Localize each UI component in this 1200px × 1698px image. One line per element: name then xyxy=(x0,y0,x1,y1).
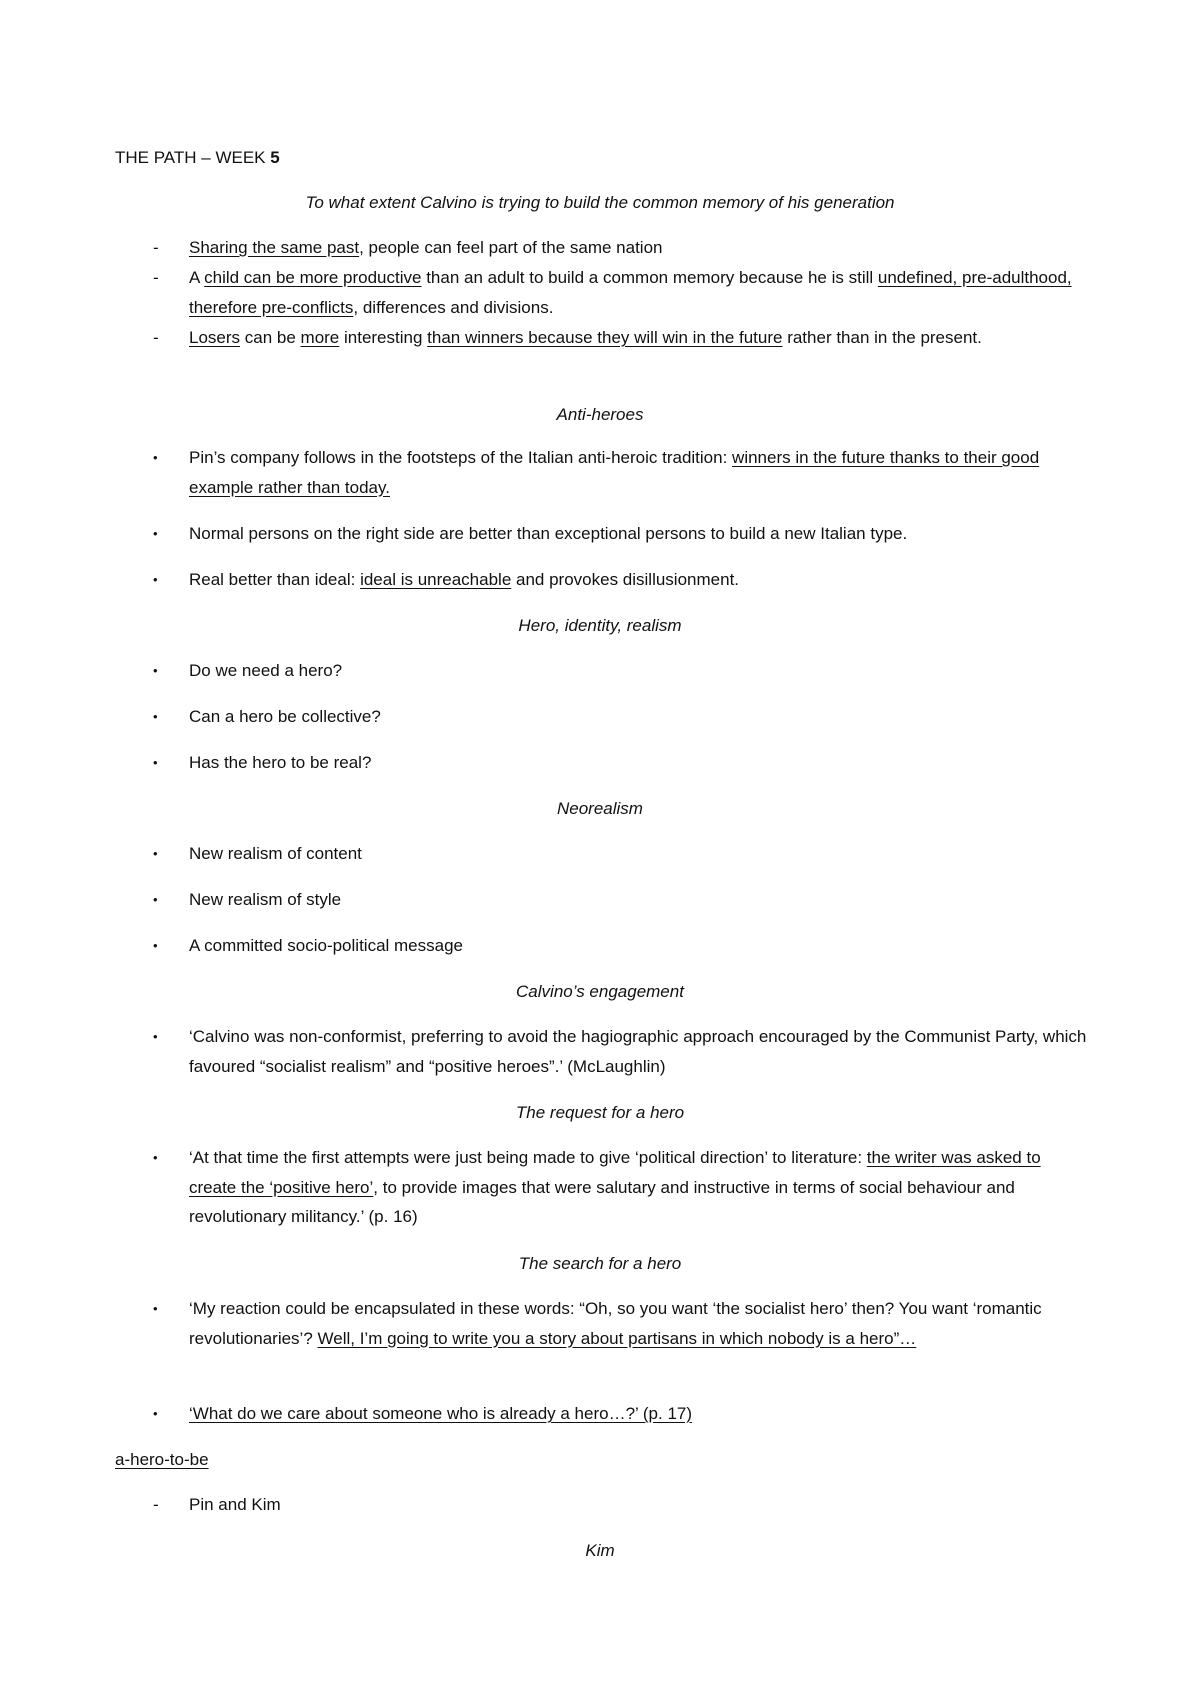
bullet-icon: • xyxy=(153,938,158,953)
list-item: Pin and Kim xyxy=(189,1495,281,1514)
section-heading-kim: Kim xyxy=(585,1541,615,1560)
list-item: ‘Calvino was non-conformist, preferring to avoid the hagiographic approach encouraged by the Communist Party, which favoured “socialist realism” and “positive heroes”.’ (McLaughlin) xyxy=(189,1027,1087,1076)
list-item: Normal persons on the right side are better than exceptional persons to build a new Italian type. xyxy=(189,524,908,543)
bullet-icon: • xyxy=(153,572,158,587)
bullet-icon: • xyxy=(153,709,158,724)
bullet-icon: • xyxy=(153,1301,158,1316)
bullet-icon: • xyxy=(153,892,158,907)
bullet-icon: • xyxy=(153,1150,158,1165)
bullet-icon: • xyxy=(153,526,158,541)
list-item: Losers can be more interesting than winners because they will win in the future rather than in the present. xyxy=(189,328,982,347)
list-item: ‘What do we care about someone who is already a hero…?’ (p. 17) xyxy=(189,1404,693,1423)
list-marker: - xyxy=(153,268,159,287)
section-heading-a-hero-to-be: a-hero-to-be xyxy=(115,1450,209,1469)
list-item: Do we need a hero? xyxy=(189,661,343,680)
bullet-icon: • xyxy=(153,846,158,861)
bullet-icon: • xyxy=(153,663,158,678)
list-item: ‘At that time the first attempts were just being made to give ‘political direction’ to literature: the writer was asked to create the ‘positive hero’, to provide images that were salutary and instructive in terms of social behaviour and revolutionary militancy.’ (p. 16) xyxy=(189,1148,1041,1226)
list-item: ‘My reaction could be encapsulated in these words: “Oh, so you want ‘the socialist hero’ then? You want ‘romantic revolutionaries’? Well, I’m going to write you a story about partisans in which nobody is a hero”… xyxy=(189,1299,1042,1348)
list-marker: - xyxy=(153,1495,159,1514)
section-heading-request-for-a-hero: The request for a hero xyxy=(515,1103,685,1122)
list-item: Can a hero be collective? xyxy=(189,707,381,726)
list-item: Has the hero to be real? xyxy=(189,753,372,772)
section-heading-neorealism: Neorealism xyxy=(557,799,643,818)
document-subtitle: To what extent Calvino is trying to build the common memory of his generation xyxy=(305,193,895,212)
section-heading-calvinos-engagement: Calvino’s engagement xyxy=(516,982,684,1001)
document-title: THE PATH – WEEK 5 xyxy=(115,148,280,167)
list-item: New realism of content xyxy=(189,844,362,863)
bullet-icon: • xyxy=(153,1029,158,1044)
list-item: Real better than ideal: ideal is unreachable and provokes disillusionment. xyxy=(189,570,740,589)
list-item: Pin’s company follows in the footsteps of the Italian anti-heroic tradition: winners in the future thanks to their good example rather than today. xyxy=(189,448,1040,497)
section-heading-anti-heroes: Anti-heroes xyxy=(556,405,644,424)
bullet-icon: • xyxy=(153,450,158,465)
section-heading-search-for-a-hero: The search for a hero xyxy=(518,1254,682,1273)
list-marker: - xyxy=(153,238,159,257)
list-item: New realism of style xyxy=(189,890,342,909)
list-item: Sharing the same past, people can feel part of the same nation xyxy=(189,238,663,257)
list-marker: - xyxy=(153,328,159,347)
bullet-icon: • xyxy=(153,1406,158,1421)
bullet-icon: • xyxy=(153,755,158,770)
section-heading-hero-identity-realism: Hero, identity, realism xyxy=(518,616,682,635)
list-item: A committed socio-political message xyxy=(189,936,464,955)
list-item: A child can be more productive than an adult to build a common memory because he is still undefined, pre-adulthood, therefore pre-conflicts, differences and divisions. xyxy=(189,268,1072,317)
